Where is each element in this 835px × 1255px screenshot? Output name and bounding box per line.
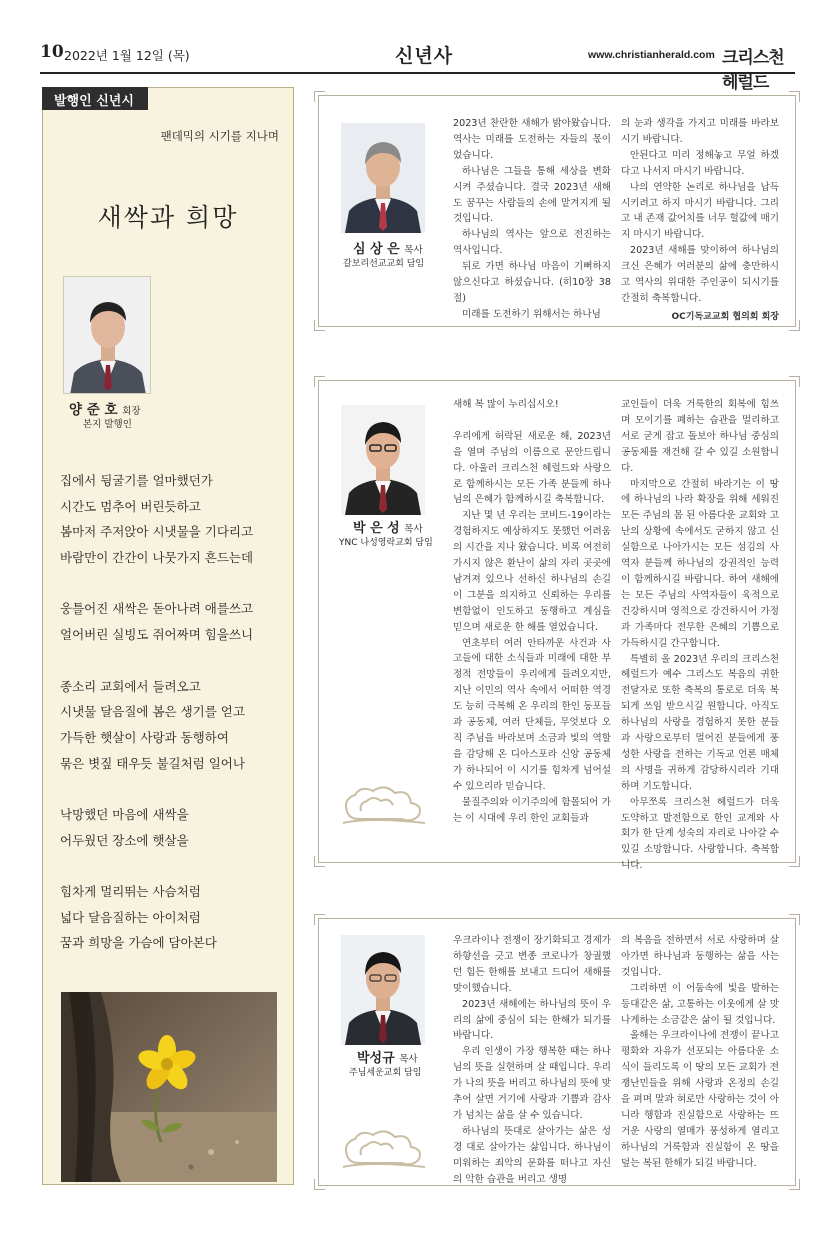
poem-line: 봄마저 주저앉아 시냇물을 기다리고 xyxy=(60,524,254,540)
paragraph: 우리 인생이 가장 행복한 때는 하나님의 뜻을 실현하며 살 때입니다. 우리가 나의 뜻을 버리고 하나님의 뜻에 맞추어 살면 거기에 사랑과 기쁨과 감사가 넘치는 삶을 살 수 있습니다. xyxy=(453,1046,611,1121)
cloud-ornament xyxy=(339,1125,429,1171)
paragraph: 우리에게 허락된 새로운 해, 2023년을 열며 주님의 이름으로 문안드립니다. 아울러 크리스천 헤럴드와 사랑으로 함께하시는 모든 가족 분들께 하나님의 은혜가 함께하시길 축복합니다. xyxy=(453,430,611,506)
message-column-1 xyxy=(453,116,611,323)
section-tag: 발행인 신년시 xyxy=(42,87,148,110)
paragraph: 의 복음을 전하면서 서로 사랑하며 살아가면 하나님과 동행하는 삶을 사는 것입니다. xyxy=(621,935,779,978)
pastor-photo xyxy=(341,123,425,233)
pastor-name: 박성규 목사 xyxy=(357,1051,418,1066)
paragraph: 의 눈과 생각을 가지고 미래를 바라보시기 바랍니다. xyxy=(621,118,779,145)
poem-line: 묶은 볏짚 태우듯 불길처럼 일어나 xyxy=(60,755,245,771)
message-column-2 xyxy=(621,397,779,874)
poem-body xyxy=(60,471,290,959)
paragraph: 새해 복 많이 누리십시오! xyxy=(453,399,559,410)
paragraph: 하나님의 뜻대로 살아가는 삶은 성경 대로 살아가는 삶입니다. 하나님이 미워하는 죄악의 문화를 떠나고 자신의 악한 습관을 버리고 생명 xyxy=(453,1125,611,1185)
poem-line: 가득한 햇살이 사랑과 동행하여 xyxy=(60,729,229,745)
cloud-ornament xyxy=(339,781,429,827)
paragraph: 마지막으로 간절히 바라기는 이 땅에 하나님의 나라 확장을 위해 세워진 모든 주님의 몸 된 아름다운 교회와 고난의 상황에 속에서도 굳하지 않고 신실함으로 나아가시는 모든 섬김의 사역자 분들께 하나님의 강권적인 능력이 함께하시길 바랍니다. 하여 새해에는 모든 주님의 사역자들이 육적으로 건강하시며 영적으로 강건하시어 가정과 가족마다 전무한 은혜의 기쁨으로 가득하시길 간구합니다. xyxy=(621,478,779,649)
message-box xyxy=(318,95,796,327)
paragraph: 하나님은 그들을 통해 세상을 변화시켜 주셨습니다. 결국 2023년 새해도 꿈꾸는 사람들의 손에 맡겨지게 될 것입니다. xyxy=(453,165,611,225)
paragraph: 2023년 찬란한 새해가 밝아왔습니다. 역사는 미래를 도전하는 자들의 몫이었습니다. xyxy=(453,118,611,161)
paragraph: 그리하면 이 어둠속에 빛을 발하는 등대같은 삶, 고통하는 이웃에게 살 맛나게하는 소금같은 삶이 될 것입니다. xyxy=(621,982,779,1026)
poem-line: 어두웠던 장소에 햇살을 xyxy=(60,832,189,848)
pastor-photo xyxy=(341,405,425,515)
publisher-name: 양 준 호 회장 xyxy=(69,402,141,418)
poem-line: 웅틀어진 새싹은 돋아나려 애를쓰고 xyxy=(60,601,254,617)
message-column-2 xyxy=(621,933,779,1172)
paragraph: 미래를 도전하기 위해서는 하나님 xyxy=(462,308,601,320)
paragraph: 나의 연약한 논리로 하나님을 납득시키려고 하지 마시기 바랍니다. 그리고 내 존재 값어치를 너무 헐값에 매기지 마시기 바랍니다. xyxy=(621,181,779,241)
message-box xyxy=(318,918,796,1186)
poem-line: 얼어버린 실빙도 쥐어짜며 힘을쓰니 xyxy=(60,627,254,643)
paragraph: 교인들이 더욱 거룩한의 회복에 힘쓰며 모이기를 폐하는 습관을 멀리하고 서로 굳게 잡고 돌보아 하나님 중심의 공동체를 재건해 갈 수 있길 소원합니다. xyxy=(621,399,779,474)
paragraph: 2023년 새해에는 하나님의 뜻이 우리의 삶에 중심이 되는 한해가 되기를 바랍니다. xyxy=(453,998,611,1042)
pastor-church: YNC 나성영락교회 담임 xyxy=(339,538,433,548)
poem-line: 집에서 뒹굴기를 얼마했던가 xyxy=(60,473,213,488)
poem-line: 힘차게 멀리뛰는 사슴처럼 xyxy=(60,884,201,899)
site-url[interactable]: www.christianherald.com xyxy=(588,49,715,61)
poem-line: 바람만이 간간이 나뭇가지 흔드는데 xyxy=(60,550,254,566)
pastor-church: 주님세운교회 담임 xyxy=(349,1068,422,1078)
paragraph: 안된다고 미리 정해놓고 무얼 하겠다고 나서지 마시기 바랍니다. xyxy=(621,149,779,177)
poem-line: 낙망했던 마음에 새싹을 xyxy=(60,806,189,822)
paragraph: 아무쪼록 크리스천 헤럴드가 더욱 도약하고 발전함으로 한인 교계와 사회가 한 단계 성숙의 자리로 나아갈 수 있길 소망합니다. 사랑합니다. 축복합니다. xyxy=(621,796,779,872)
paragraph: 지난 몇 년 우리는 코비드-19이라는 경험하지도 예상하지도 못했던 어려움의 시간을 지나 왔습니다. 비록 여전히 가시지 않은 환난이 삶의 자리 곳곳에 남겨져 있으나 선하신 하나님의 손길이 그분을 의지하고 신뢰하는 우리를 변함없이 인도하고 동행하고 계심을 믿으며 새로운 한 해를 열었습니다. xyxy=(453,510,611,633)
paragraph: 뒤로 가면 하나님 마음이 기뻐하지 않으신다고 하셨습니다. (히10장 38절) xyxy=(453,261,611,304)
message-column-1 xyxy=(453,933,611,1188)
paragraph: 2023년 새해를 맞이하여 하나님의 크신 은혜가 여러분의 삶에 충만하시고 역사의 위대한 주인공이 되시기를 간절히 축복합니다. xyxy=(621,245,779,304)
issue-date: 2022년 1월 12일 (목) xyxy=(64,48,190,63)
publisher-poem-panel xyxy=(42,87,294,1185)
poem-line: 종소리 교회에서 들려오고 xyxy=(60,678,201,694)
message-column-2 xyxy=(621,116,779,326)
poem-line xyxy=(60,779,290,805)
paragraph: 하나님의 역사는 앞으로 전진하는 역사입니다. xyxy=(453,229,611,257)
publisher-photo xyxy=(63,276,151,394)
poem-line: 넓다 달음질하는 아이처럼 xyxy=(60,909,201,925)
page-number: 10 xyxy=(40,42,64,62)
pastor-church: 갈보리선교교회 담임 xyxy=(343,259,425,269)
poem-line xyxy=(60,651,290,677)
pastor-name: 박 은 성 목사 xyxy=(353,521,423,536)
poem-line: 시간도 멈추어 버린듯하고 xyxy=(60,498,201,514)
poem-line: 시냇물 달음질에 봄은 생기를 얻고 xyxy=(60,704,245,720)
poem-line xyxy=(60,856,290,882)
paragraph: 연초부터 여러 안타까운 사건과 사고들에 대한 소식들과 미래에 대한 부정적 전망들이 우리에게 들려오지만, 지난 이민의 역사 속에서 어떠한 역경도 능히 극복해 온 우리의 한인 동포들과 공동체, 여러 단체들, 무엇보다 오직 주님을 바라보며 소금과 빛의 역할을 감당해 온 디아스포라 신앙 공동체가 하나되어 이 시기를 힘차게 넘어설 수 있으리라 믿습니다. xyxy=(453,637,611,792)
paragraph: 특별히 올 2023년 우리의 크리스천 헤럴드가 예수 그리스도 복음의 귀한 전달자로 또한 축복의 통로로 더욱 복되게 쓰임 받으시길 원합니다. 아직도 하나님의 사랑을 경험하지 못한 분들과 사랑으로부터 멀어진 분들에게 풍성한 사랑을 전하는 기독교 언론 매체의 사명을 귀하게 감당하시리라 기대하며 기도합니다. xyxy=(621,653,779,792)
message-box xyxy=(318,380,796,872)
brand-logo: 크리스천헤럴드 xyxy=(722,48,784,93)
pastor-photo xyxy=(341,935,425,1045)
poem-subtitle: 팬데믹의 시기를 지나며 xyxy=(160,129,279,143)
section-title: 신년사 xyxy=(395,45,454,67)
signature: OC기독교교회 협의회 회장 xyxy=(671,311,779,322)
message-column-1 xyxy=(453,397,611,826)
poem-line: 꿈과 희망을 가슴에 담아본다 xyxy=(60,935,217,951)
paragraph: 우크라이나 전쟁이 장기화되고 경제가 하향선을 긋고 변종 코로나가 창궐했던 힘든 한해를 보내고 드디어 새해를 맞이했습니다. xyxy=(453,935,611,994)
publisher-role: 본지 발행인 xyxy=(83,419,132,430)
flower-photo xyxy=(61,992,277,1182)
paragraph: 올해는 우크라이나에 전쟁이 끝나고 평화와 자유가 선포되는 아름다운 소식이 들리도록 이 땅의 모든 교회가 전쟁난민들을 위해 사랑과 온정의 손길을 펴며 말과 혀로만 사랑하는 것이 아니라 행함과 진실함으로 사랑하는 뜨거운 사랑의 열매가 풍성하게 열리고 하나님의 거룩함과 진실함이 온 땅을 덮는 복된 한해가 되길 바랍니다. xyxy=(621,1030,779,1169)
paragraph: 물질주의와 이기주의에 함몰되어 가는 이 시대에 우리 한인 교회들과 xyxy=(453,796,611,824)
pastor-name: 심 상 은 목사 xyxy=(353,242,423,257)
poem-title: 새싹과 희망 xyxy=(97,203,239,232)
page-header xyxy=(40,40,795,93)
poem-line xyxy=(60,574,290,600)
